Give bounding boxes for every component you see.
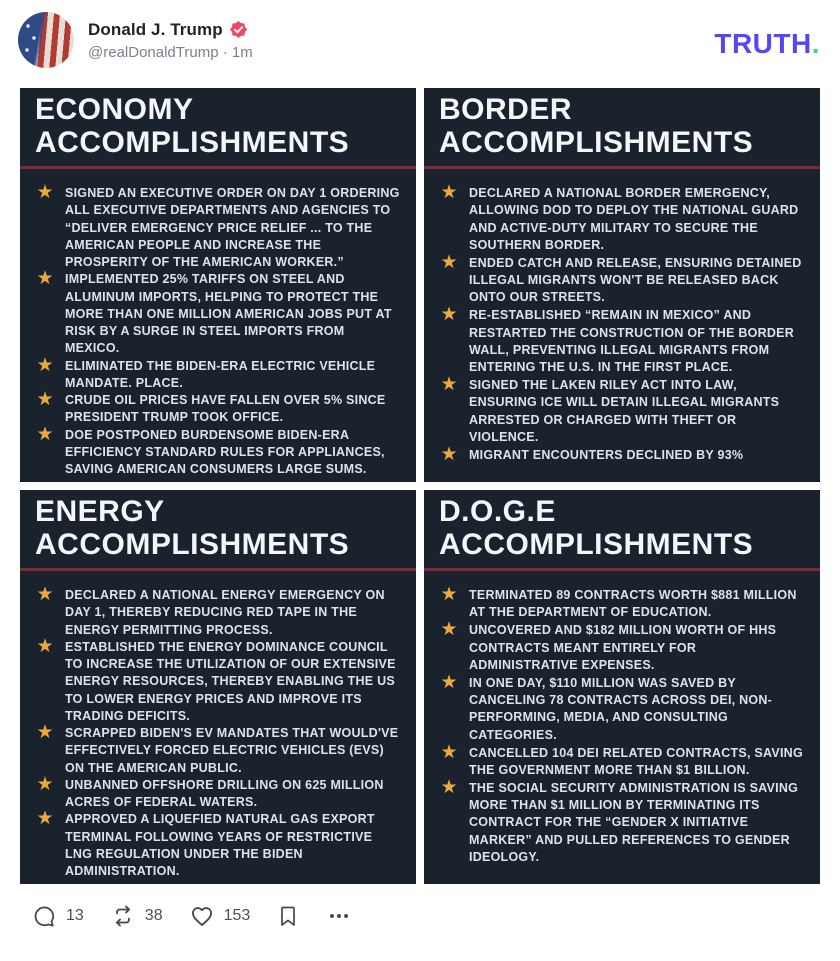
profile-avatar[interactable] <box>18 12 74 68</box>
accomplishment-item <box>35 773 400 812</box>
post-media-image[interactable] <box>20 88 820 884</box>
star-icon: ★ <box>36 722 54 743</box>
accomplishment-item <box>35 268 400 357</box>
accomplishment-list <box>20 169 416 482</box>
panel-title-line2: ACCOMPLISHMENTS <box>35 528 350 561</box>
accomplishment-item <box>439 741 804 780</box>
accomplishment-text: DECLARED A NATIONAL BORDER EMERGENCY, ALLOWING DOD TO DEPLOY THE NATIONAL GUARD AND ACTIVE-DUTY MILITARY TO SECURE THE SOUTHERN BORDER. <box>469 186 799 252</box>
star-icon: ★ <box>440 584 458 605</box>
panel-title-line1: BORDER <box>439 93 573 126</box>
reply-count: 13 <box>66 907 84 924</box>
star-icon: ★ <box>440 443 458 465</box>
star-icon: ★ <box>440 776 458 798</box>
bookmark-icon <box>276 904 300 928</box>
accomplishment-text: APPROVED A LIQUEFIED NATURAL GAS EXPORT TERMINAL FOLLOWING YEARS OF RESTRICTIVE LNG REGULATION UNDER THE BIDEN ADMINISTRATION. <box>65 812 375 878</box>
accomplishment-text: TERMINATED 89 CONTRACTS WORTH $881 MILLION AT THE DEPARTMENT OF EDUCATION. <box>469 588 797 620</box>
panel-title-line2: ACCOMPLISHMENTS <box>35 126 350 159</box>
panel-title-line1: D.O.G.E <box>439 495 556 528</box>
star-icon: ★ <box>36 354 54 376</box>
accomplishment-text: ENDED CATCH AND RELEASE, ENSURING DETAINED ILLEGAL MIGRANTS WON'T BE RELEASED BACK ONTO OUR STREETS. <box>469 255 802 305</box>
accomplishment-text: UNCOVERED AND $182 MILLION WORTH OF HHS CONTRACTS MEANT ENTIRELY FOR ADMINISTRATIVE EXPENSES. <box>469 623 777 672</box>
panel-title-line2: ACCOMPLISHMENTS <box>439 126 754 159</box>
panel-title-line2: ACCOMPLISHMENTS <box>439 528 754 561</box>
accomplishment-text: CRUDE OIL PRICES HAVE FALLEN OVER 5% SINCE PRESIDENT TRUMP TOOK OFFICE. <box>65 393 386 425</box>
star-icon: ★ <box>36 182 54 203</box>
accomplishment-text: UNBANNED OFFSHORE DRILLING ON 625 MILLION ACRES OF FEDERAL WATERS. <box>65 777 384 809</box>
retruth-button[interactable] <box>110 903 163 929</box>
retruth-count: 38 <box>144 907 163 924</box>
panel-title-line1: ENERGY <box>35 495 165 528</box>
verified-badge-icon <box>229 20 248 39</box>
post-header <box>18 12 253 68</box>
star-icon: ★ <box>440 619 458 641</box>
accomplishment-item <box>439 182 804 254</box>
accomplishment-text: CANCELLED 104 DEI RELATED CONTRACTS, SAVING THE GOVERNMENT MORE THAN $1 BILLION. <box>469 745 803 777</box>
reply-button[interactable] <box>32 904 84 929</box>
accomplishment-text: RE-ESTABLISHED “REMAIN IN MEXICO” AND RESTARTED THE CONSTRUCTION OF THE BORDER WALL, PREVENTING ILLEGAL MIGRANTS FROM ENTERING THE U.S. IN THE FIRST PLACE. <box>469 308 795 374</box>
star-icon: ★ <box>36 389 54 410</box>
star-icon: ★ <box>440 304 458 326</box>
accomplishment-list <box>20 571 416 884</box>
accomplishment-text: THE SOCIAL SECURITY ADMINISTRATION IS SAVING MORE THAN $1 MILLION BY TERMINATING ITS CONTRACT FOR THE “GENDER X INITIATIVE MARKER” AND PULLED REFERENCES TO GENDER IDEOLOGY. <box>469 780 799 864</box>
star-icon: ★ <box>440 251 458 273</box>
truth-logo-dot: . <box>811 28 820 59</box>
author-block <box>88 12 253 68</box>
reply-icon <box>32 904 57 929</box>
panel-title <box>424 88 820 166</box>
panel-title-line1: ECONOMY <box>35 93 194 126</box>
panel-title <box>20 88 416 166</box>
accomplishment-item <box>35 354 400 393</box>
accomplishment-item <box>35 635 400 725</box>
panel-title <box>424 490 820 568</box>
accomplishment-text: IMPLEMENTED 25% TARIFFS ON STEEL AND ALUMINUM IMPORTS, HELPING TO PROTECT THE MORE THAN ONE MILLION AMERICAN JOBS PUT AT RISK BY A SURGE IN STEEL IMPORTS FROM MEXICO. <box>65 272 392 356</box>
accomplishment-text: ELIMINATED THE BIDEN-ERA ELECTRIC VEHICLE MANDATE. PLACE. <box>65 358 376 390</box>
star-icon: ★ <box>440 182 458 203</box>
accomplishment-text: DECLARED A NATIONAL ENERGY EMERGENCY ON DAY 1, THEREBY REDUCING RED TAPE IN THE ENERGY PERMITTING PROCESS. <box>65 588 385 637</box>
truth-logo <box>714 28 820 60</box>
accomplishment-item <box>35 182 400 271</box>
accomplishment-item <box>35 722 400 777</box>
star-icon: ★ <box>440 741 458 763</box>
panel-title <box>20 490 416 568</box>
panel-economy <box>20 88 416 482</box>
author-handle-row[interactable] <box>88 44 253 61</box>
star-icon: ★ <box>36 268 54 290</box>
accomplishment-text: SIGNED AN EXECUTIVE ORDER ON DAY 1 ORDERING ALL EXECUTIVE DEPARTMENTS AND AGENCIES TO “DELIVER EMERGENCY PRICE RELIEF ... TO THE AMERICAN PEOPLE AND INCREASE THE PROSPERITY OF THE AMERICAN WORKER.” <box>65 186 400 269</box>
accomplishment-text: MIGRANT ENCOUNTERS DECLINED BY 93% <box>469 447 744 462</box>
accomplishment-text: SCRAPPED BIDEN'S EV MANDATES THAT WOULD'VE EFFECTIVELY FORCED ELECTRIC VEHICLES (EVS) ON THE AMERICAN PUBLIC. <box>65 726 399 775</box>
accomplishment-item <box>35 584 400 639</box>
accomplishment-item <box>439 584 804 622</box>
panel-border <box>424 88 820 482</box>
accomplishment-item <box>35 389 400 427</box>
bookmark-button[interactable] <box>276 904 300 928</box>
truth-logo-word: TRUTH <box>714 28 812 59</box>
accomplishment-item <box>439 304 804 376</box>
accomplishment-item <box>439 619 804 674</box>
star-icon: ★ <box>36 808 54 830</box>
accomplishment-text: IN ONE DAY, $110 MILLION WAS SAVED BY CANCELING 78 CONTRACTS ACROSS DEI, NON-PERFORMING, MEDIA, AND CONSULTING CATEGORIES. <box>469 675 773 742</box>
ellipsis-icon <box>326 903 352 929</box>
separator: · <box>222 43 228 61</box>
action-bar <box>32 903 352 929</box>
retruth-icon <box>110 903 136 929</box>
star-icon: ★ <box>36 584 54 605</box>
accomplishment-item <box>439 671 804 744</box>
accomplishment-item <box>439 374 804 446</box>
more-options-button[interactable] <box>326 903 352 929</box>
star-icon: ★ <box>36 773 54 795</box>
accomplishment-item <box>35 808 400 880</box>
accomplishment-text: ESTABLISHED THE ENERGY DOMINANCE COUNCIL TO INCREASE THE UTILIZATION OF OUR EXTENSIVE ENERGY RESOURCES, THEREBY ENABLING THE US TO LOWER ENERGY PRICES AND IMPROVE ITS TRADING DEFICITS. <box>65 639 396 723</box>
accomplishment-text: DOE POSTPONED BURDENSOME BIDEN-ERA EFFICIENCY STANDARD RULES FOR APPLIANCES, SAVING AMERICAN CONSUMERS LARGE SUMS. <box>65 427 385 476</box>
heart-icon <box>189 903 215 929</box>
accomplishment-item <box>439 443 804 465</box>
author-handle: @realDonaldTrump <box>88 43 219 61</box>
accomplishment-text: SIGNED THE LAKEN RILEY ACT INTO LAW, ENSURING ICE WILL DETAIN ILLEGAL MIGRANTS ARRESTED OR CHARGED WITH THEFT OR VIOLENCE. <box>469 378 780 444</box>
panel-doge <box>424 490 820 884</box>
accomplishment-list <box>424 169 820 482</box>
panel-energy <box>20 490 416 884</box>
post-timestamp: 1m <box>231 43 253 61</box>
author-name[interactable]: Donald J. Trump <box>88 19 223 39</box>
accomplishment-list <box>424 571 820 884</box>
accomplishment-item <box>439 776 804 866</box>
star-icon: ★ <box>36 635 54 657</box>
star-icon: ★ <box>440 374 458 395</box>
like-count: 153 <box>223 907 251 924</box>
accomplishment-item <box>35 423 400 479</box>
like-button[interactable] <box>189 903 251 929</box>
star-icon: ★ <box>36 423 54 445</box>
accomplishment-item <box>439 251 804 307</box>
star-icon: ★ <box>440 671 458 693</box>
